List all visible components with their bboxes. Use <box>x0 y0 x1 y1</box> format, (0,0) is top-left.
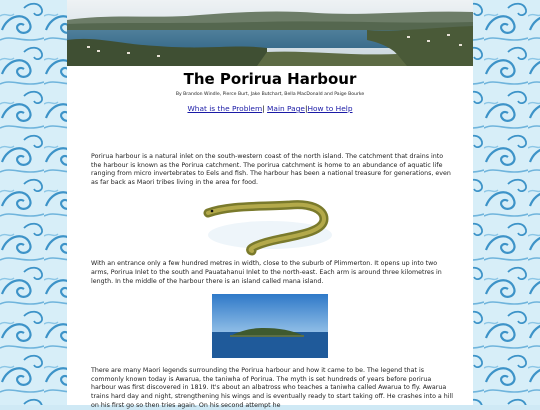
nav-link-how-to-help[interactable]: How to Help <box>307 104 353 113</box>
intro-paragraph: Porirua harbour is a natural inlet on the south-western coast of the north island. The catchment that drains into the harbour is known as the Porirua catchment. The porirua catchment is home to an abundance of aquatic life ranging from micro invertebrates to Eels and fish. The harbour has been a national treasure for generations, even as far back as Maori tribes living in the area for food. <box>91 153 451 186</box>
eel-image <box>67 191 473 257</box>
legend-paragraph: There are many Maori legends surrounding the Porirua harbour and how it came to be. The legend that is commonly known today is Awarua, the taniwha of Porirua. The myth is set hundreds of years before porirua harbour was first discovered in 1819. It's about an albatross who teaches a taniwha called Awarua to fly. Awarua trains hard day and night, strengthening his wings and is eventually ready to start taking off. He crashes into a hill on his first go so then tries again. On his second attempt he <box>91 367 454 409</box>
main-content-panel <box>67 0 473 409</box>
harbour-panorama-banner <box>67 0 473 66</box>
nav-link-what-is-the-problem[interactable]: What is the Problem <box>187 104 263 113</box>
geography-paragraph: With an entrance only a few hundred metres in width, close to the suburb of Plimmerton. It opens up into two arms, Porirua Inlet to the south and Pauatahanui Inlet to the north-east. Each arm is around three kilometres in length. In the middle of the harbour there is an island called mana island. <box>91 260 442 285</box>
navigation-links <box>67 104 473 113</box>
nav-link-main-page[interactable]: Main Page <box>267 104 305 113</box>
nav-separator: | <box>262 104 265 113</box>
authors-byline: By Brandon Windle, Pierce Burt, Jake Butchart, Bella MacDonald and Paige Bourke <box>175 92 365 97</box>
nav-separator: | <box>304 104 308 113</box>
page-title: The Porirua Harbour <box>183 70 357 88</box>
mana-island-photo <box>67 294 473 358</box>
